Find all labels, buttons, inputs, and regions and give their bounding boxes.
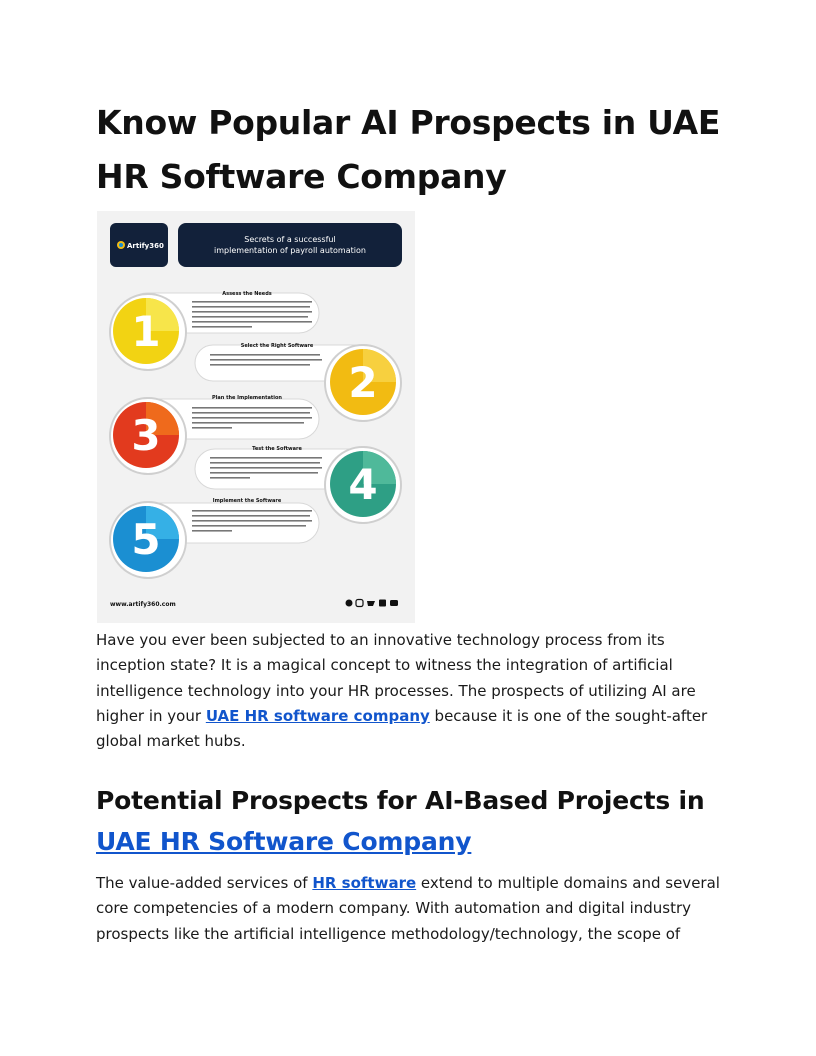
document-title: Know Popular AI Prospects in UAE HR Software Company (96, 103, 721, 196)
youtube-icon (390, 600, 398, 606)
section-heading (96, 780, 736, 862)
step-4-title: Test the Software (252, 446, 302, 452)
facebook-icon (346, 600, 353, 607)
step-2-title: Select the Right Software (240, 343, 314, 349)
artify360-logo (110, 223, 168, 267)
step-1-title: Assess the Needs (222, 291, 272, 297)
step-2-number: 2 (348, 358, 378, 407)
banner-line-2: implementation of payroll automation (214, 246, 366, 255)
step-5-title: Implement the Software (212, 498, 282, 504)
section-heading-link[interactable]: UAE HR Software Company (96, 827, 472, 856)
step-3-title: Plan the Implementation (212, 395, 282, 401)
section-paragraph (96, 871, 721, 947)
intro-text-end: because it is one of the sought-after global market hubs. (96, 706, 708, 751)
step-1-number: 1 (131, 307, 161, 356)
hr-software-link[interactable]: HR software (312, 874, 417, 892)
step-4-number: 4 (348, 460, 378, 509)
payroll-automation-infographic (97, 211, 415, 623)
section-heading-text: Potential Prospects for AI-Based Projects in (96, 786, 705, 815)
section-text-end: extend to multiple domains and several core competencies of a modern company. With automation and digital industry prospects like the artificial intelligence methodology/technology, the scope of (96, 874, 720, 943)
uae-hr-software-company-link[interactable]: UAE HR software company (205, 706, 430, 725)
linkedin-icon (379, 600, 386, 607)
banner-line-1: Secrets of a successful (244, 235, 336, 244)
section-text-start: The value-added services of (96, 874, 313, 892)
step-5-number: 5 (131, 515, 161, 564)
intro-paragraph (96, 628, 721, 754)
intro-text-start: Have you ever been subjected to an innovative technology process from its inception state? It is a magical concept to witness the integration of artificial intelligence technology into your HR processes. The prospects of utilizing AI are higher in your (96, 631, 696, 725)
infographic-banner (178, 223, 402, 267)
website-text: www.artify360.com (110, 601, 176, 608)
step-3-number: 3 (131, 411, 161, 460)
logo-text: Artify360 (127, 242, 164, 250)
